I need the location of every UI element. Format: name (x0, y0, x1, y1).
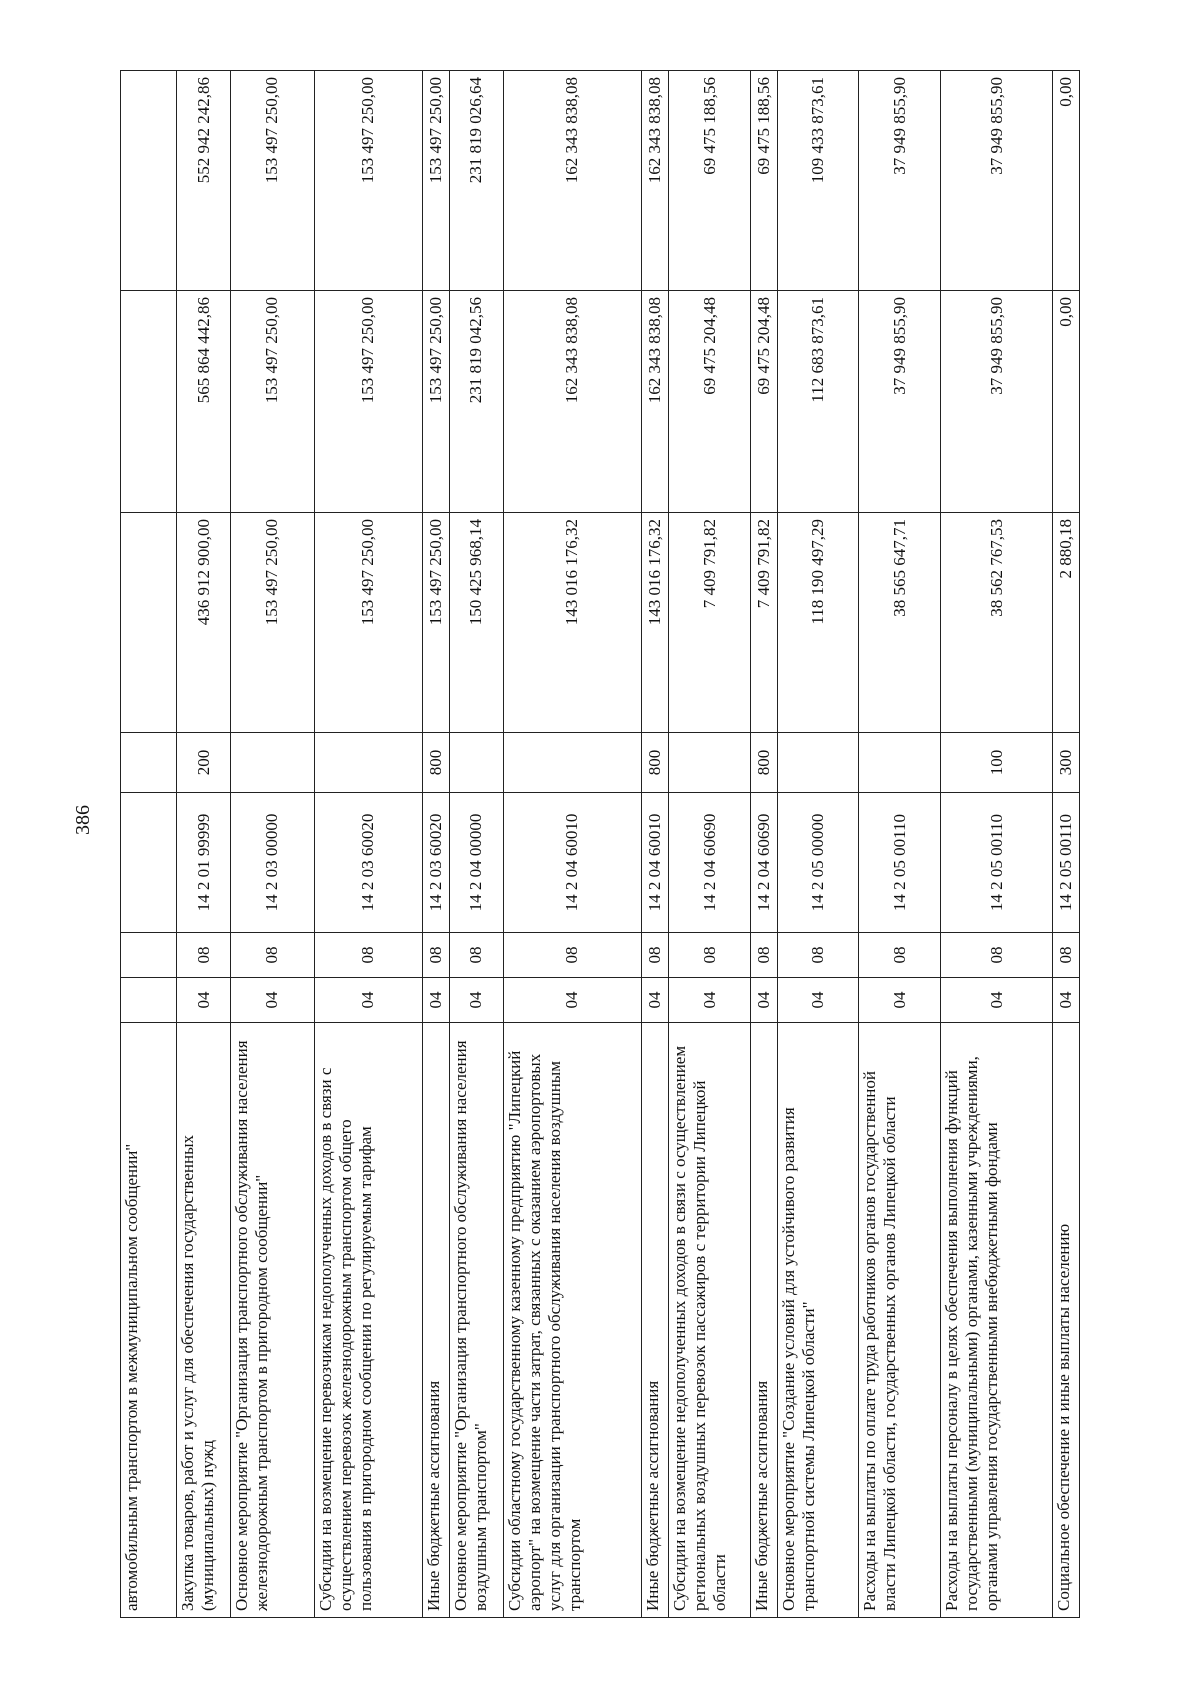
amount-year-2: 69 475 204,48 (751, 291, 778, 513)
amount-year-2: 162 343 838,08 (503, 291, 641, 513)
row-name: Основное мероприятие "Создание условий для устойчивого развития транспортной системы Липецкой области" (778, 1023, 859, 1618)
section-code: 04 (1052, 978, 1079, 1023)
table-row (642, 71, 669, 1618)
amount-year-2: 565 864 442,86 (177, 291, 231, 513)
row-name: Субсидии на возмещение перевозчикам недополученных доходов в связи с осуществлением перевозок железнодорожным транспортом общего пользования в пригородном сообщении по регулируемым тарифам (314, 1023, 422, 1618)
target-article: 14 2 05 00110 (859, 793, 941, 933)
amount-year-1: 143 016 176,32 (642, 513, 669, 733)
target-article: 14 2 04 60690 (669, 793, 751, 933)
subsection-code: 08 (941, 933, 1052, 978)
table-row (778, 71, 859, 1618)
expense-type: 800 (642, 733, 669, 793)
section-code: 04 (642, 978, 669, 1023)
target-article: 14 2 01 99999 (177, 793, 231, 933)
expense-type: 200 (177, 733, 231, 793)
amount-year-1: 7 409 791,82 (669, 513, 751, 733)
table-row (177, 71, 231, 1618)
amount-year-3: 153 497 250,00 (314, 71, 422, 291)
section-code: 04 (449, 978, 503, 1023)
expense-type (314, 733, 422, 793)
subsection-code: 08 (449, 933, 503, 978)
target-article: 14 2 04 60010 (503, 793, 641, 933)
table-row (314, 71, 422, 1618)
amount-year-3: 231 819 026,64 (449, 71, 503, 291)
amount-year-1: 153 497 250,00 (314, 513, 422, 733)
section-code: 04 (778, 978, 859, 1023)
amount-year-2: 69 475 204,48 (669, 291, 751, 513)
subsection-code: 08 (231, 933, 314, 978)
amount-year-2: 231 819 042,56 (449, 291, 503, 513)
row-name: Иные бюджетные ассигнования (422, 1023, 449, 1618)
subsection-code: 08 (859, 933, 941, 978)
amount-year-2: 153 497 250,00 (231, 291, 314, 513)
table-body (121, 71, 1080, 1618)
subsection-code: 08 (177, 933, 231, 978)
expense-type (778, 733, 859, 793)
section-code: 04 (177, 978, 231, 1023)
target-article: 14 2 05 00000 (778, 793, 859, 933)
target-article: 14 2 04 00000 (449, 793, 503, 933)
amount-year-2: 112 683 873,61 (778, 291, 859, 513)
row-name: Расходы на выплаты персоналу в целях обеспечения выполнения функций государственными (муниципальными) органами, казенными учреждениями, органами управления государственными внебюджетными фондами (941, 1023, 1052, 1618)
row-name: автомобильным транспортом в межмуниципальном сообщении" (121, 1023, 177, 1618)
subsection-code: 08 (642, 933, 669, 978)
subsection-code: 08 (503, 933, 641, 978)
amount-year-3: 552 942 242,86 (177, 71, 231, 291)
row-name: Закупка товаров, работ и услуг для обеспечения государственных (муниципальных) нужд (177, 1023, 231, 1618)
section-code: 04 (503, 978, 641, 1023)
expense-type (503, 733, 641, 793)
expense-type (121, 733, 177, 793)
expense-type (231, 733, 314, 793)
amount-year-3: 0,00 (1052, 71, 1079, 291)
table-row (503, 71, 641, 1618)
target-article: 14 2 03 60020 (314, 793, 422, 933)
budget-table (120, 70, 1080, 1618)
amount-year-2: 37 949 855,90 (859, 291, 941, 513)
subsection-code (121, 933, 177, 978)
row-name: Иные бюджетные ассигнования (642, 1023, 669, 1618)
expense-type: 800 (751, 733, 778, 793)
amount-year-1: 2 880,18 (1052, 513, 1079, 733)
amount-year-1: 118 190 497,29 (778, 513, 859, 733)
amount-year-1: 143 016 176,32 (503, 513, 641, 733)
amount-year-2: 0,00 (1052, 291, 1079, 513)
table-row (859, 71, 941, 1618)
target-article: 14 2 04 60010 (642, 793, 669, 933)
section-code: 04 (941, 978, 1052, 1023)
amount-year-2 (121, 291, 177, 513)
row-name: Субсидии на возмещение недополученных доходов в связи с осуществлением региональных воздушных перевозок пассажиров с территории Липецкой области (669, 1023, 751, 1618)
row-name: Основное мероприятие "Организация транспортного обслуживания населения железнодорожным транспортом в пригородном сообщении" (231, 1023, 314, 1618)
section-code: 04 (669, 978, 751, 1023)
expense-type: 100 (941, 733, 1052, 793)
amount-year-3: 37 949 855,90 (941, 71, 1052, 291)
table-row (751, 71, 778, 1618)
amount-year-1 (121, 513, 177, 733)
expense-type (669, 733, 751, 793)
row-name: Субсидии областному государственному казенному предприятию "Липецкий аэропорт" на возмещение части затрат, связанных с оказанием аэропортовых услуг для организации транспортного обслуживания населения воздушным транспортом (503, 1023, 641, 1618)
target-article: 14 2 03 60020 (422, 793, 449, 933)
amount-year-1: 153 497 250,00 (422, 513, 449, 733)
amount-year-3: 162 343 838,08 (642, 71, 669, 291)
amount-year-1: 7 409 791,82 (751, 513, 778, 733)
amount-year-1: 38 565 647,71 (859, 513, 941, 733)
rotated-table-container (120, 71, 1080, 1618)
section-code (121, 978, 177, 1023)
amount-year-1: 38 562 767,53 (941, 513, 1052, 733)
amount-year-3: 69 475 188,56 (751, 71, 778, 291)
subsection-code: 08 (314, 933, 422, 978)
page-number: 386 (72, 805, 94, 835)
target-article: 14 2 05 00110 (1052, 793, 1079, 933)
subsection-code: 08 (669, 933, 751, 978)
table-row (449, 71, 503, 1618)
subsection-code: 08 (751, 933, 778, 978)
amount-year-3: 153 497 250,00 (231, 71, 314, 291)
amount-year-3: 162 343 838,08 (503, 71, 641, 291)
target-article: 14 2 04 60690 (751, 793, 778, 933)
section-code: 04 (231, 978, 314, 1023)
row-name: Иные бюджетные ассигнования (751, 1023, 778, 1618)
subsection-code: 08 (1052, 933, 1079, 978)
amount-year-1: 153 497 250,00 (231, 513, 314, 733)
target-article: 14 2 05 00110 (941, 793, 1052, 933)
amount-year-1: 436 912 900,00 (177, 513, 231, 733)
table-row (1052, 71, 1079, 1618)
subsection-code: 08 (422, 933, 449, 978)
table-row (422, 71, 449, 1618)
section-code: 04 (859, 978, 941, 1023)
table-row (669, 71, 751, 1618)
amount-year-2: 37 949 855,90 (941, 291, 1052, 513)
amount-year-2: 162 343 838,08 (642, 291, 669, 513)
amount-year-3: 37 949 855,90 (859, 71, 941, 291)
section-code: 04 (422, 978, 449, 1023)
subsection-code: 08 (778, 933, 859, 978)
table-row (941, 71, 1052, 1618)
amount-year-3: 153 497 250,00 (422, 71, 449, 291)
section-code: 04 (314, 978, 422, 1023)
amount-year-3: 69 475 188,56 (669, 71, 751, 291)
row-name: Расходы на выплаты по оплате труда работников органов государственной власти Липецкой области, государственных органов Липецкой области (859, 1023, 941, 1618)
table-row (231, 71, 314, 1618)
target-article: 14 2 03 00000 (231, 793, 314, 933)
target-article (121, 793, 177, 933)
table-row (121, 71, 177, 1618)
expense-type: 300 (1052, 733, 1079, 793)
expense-type (449, 733, 503, 793)
amount-year-2: 153 497 250,00 (422, 291, 449, 513)
section-code: 04 (751, 978, 778, 1023)
expense-type (859, 733, 941, 793)
amount-year-3 (121, 71, 177, 291)
expense-type: 800 (422, 733, 449, 793)
row-name: Основное мероприятие "Организация транспортного обслуживания населения воздушным транспортом" (449, 1023, 503, 1618)
amount-year-1: 150 425 968,14 (449, 513, 503, 733)
amount-year-3: 109 433 873,61 (778, 71, 859, 291)
row-name: Социальное обеспечение и иные выплаты населению (1052, 1023, 1079, 1618)
amount-year-2: 153 497 250,00 (314, 291, 422, 513)
